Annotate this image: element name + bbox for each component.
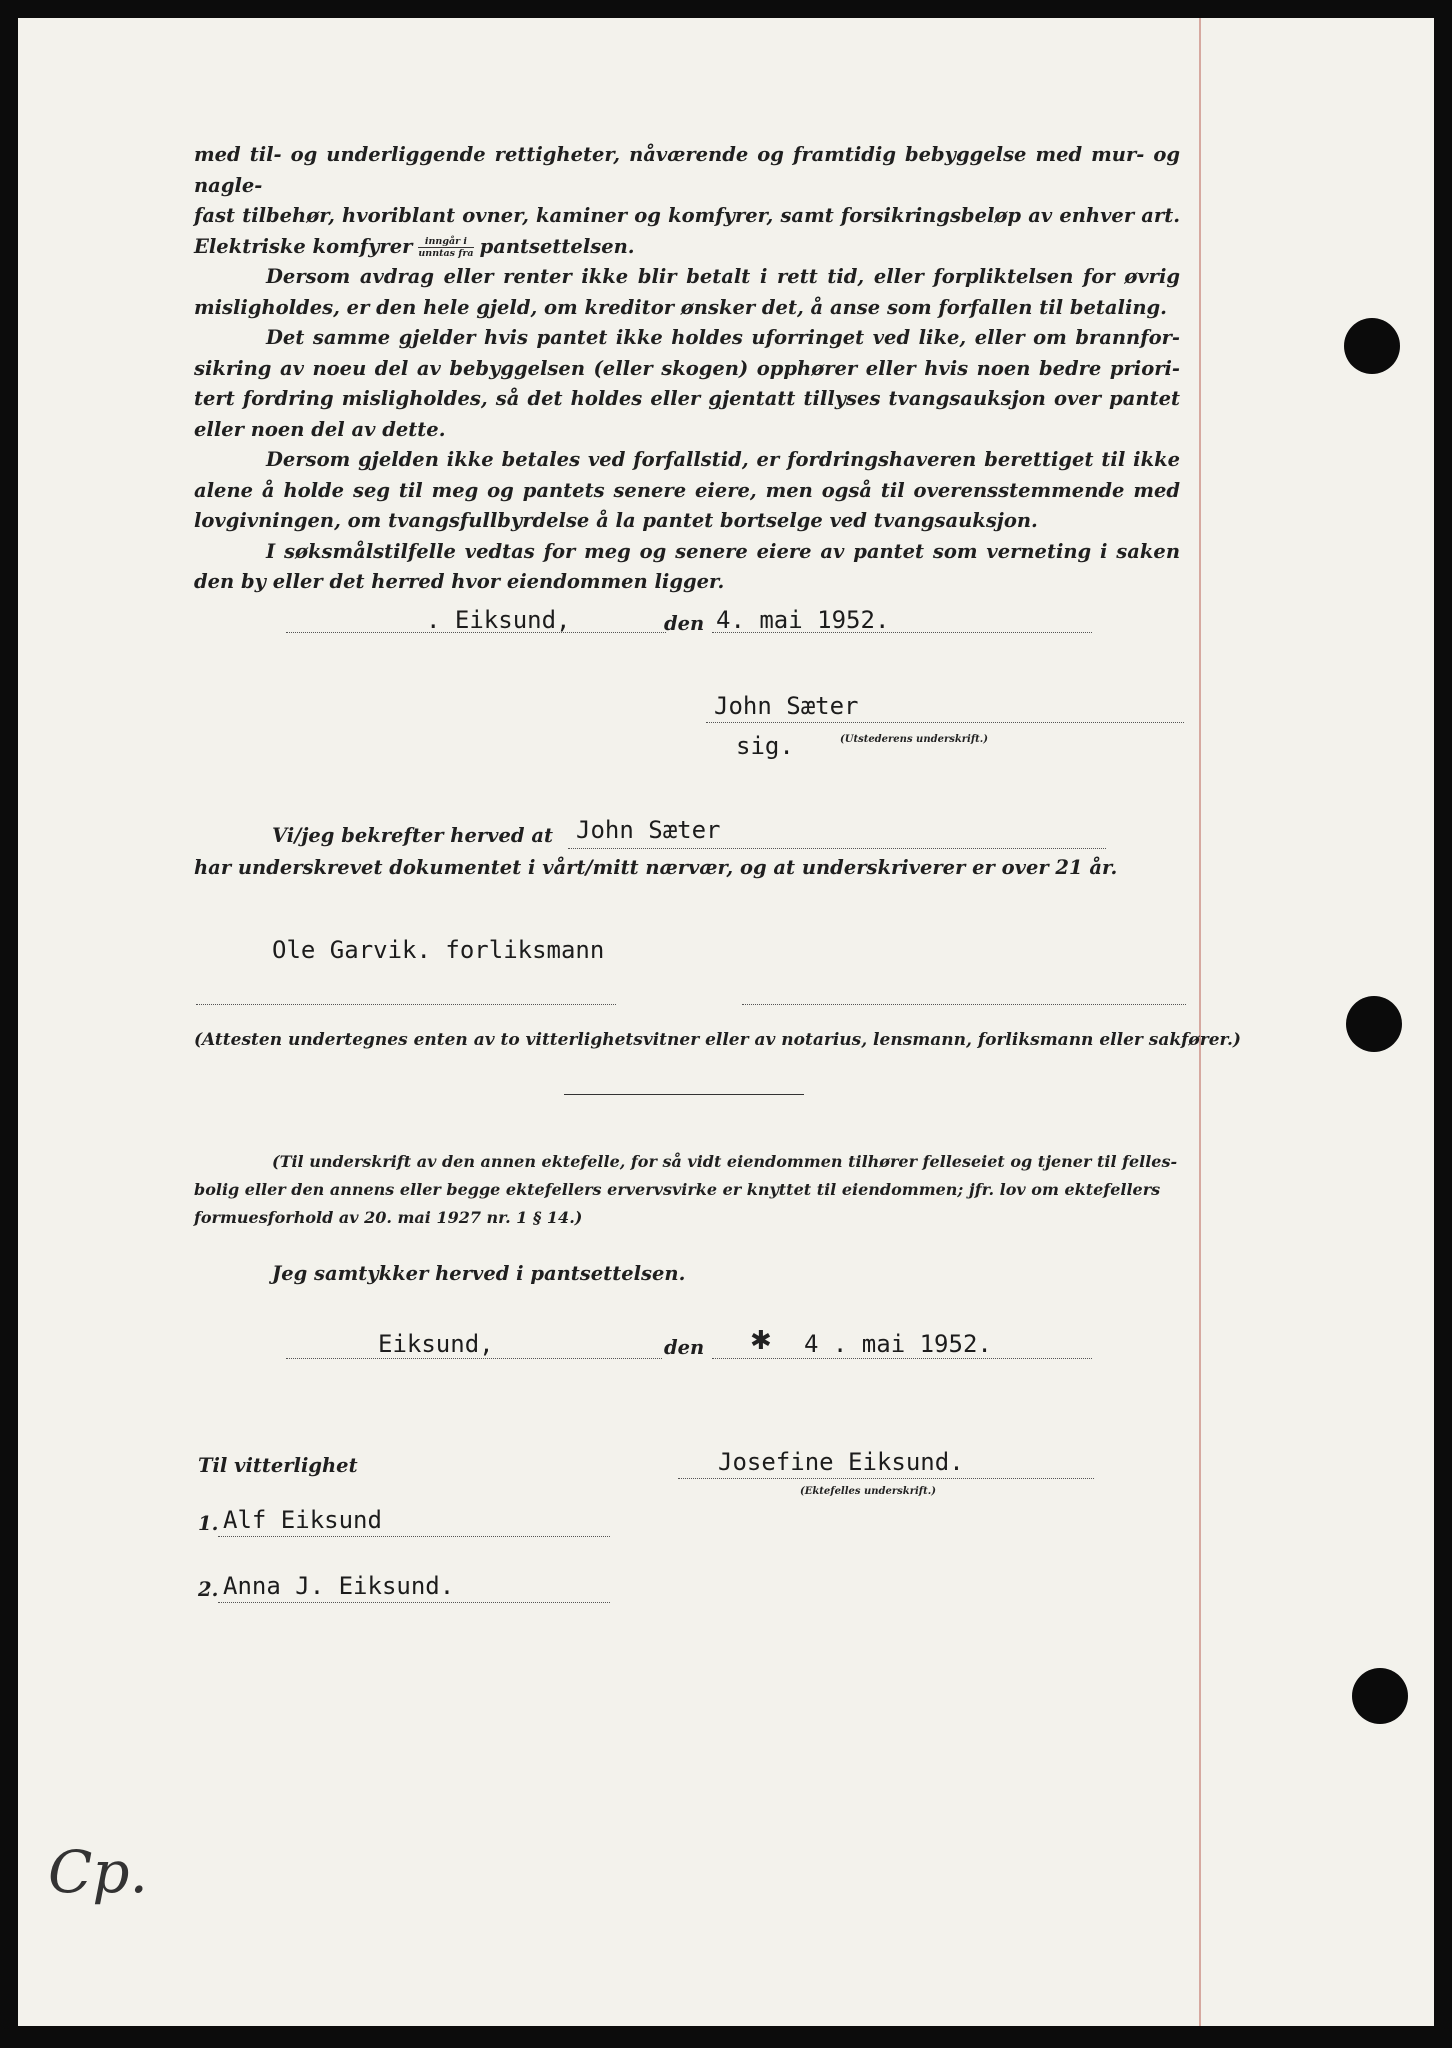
witness-heading: Til vitterlighet bbox=[198, 1454, 358, 1477]
terms-line-2: fast tilbehør, hvoriblant ovner, kaminer og komfyrer, samt forsikringsbeløp av enhver art. bbox=[194, 204, 1180, 227]
default-clause: Dersom avdrag eller renter ikke blir betalt i rett tid, eller forpliktelsen for øvrig misligholdes, er den hele gjeld, om kreditor ønsker det, å anse som forfallen til betaling. bbox=[194, 265, 1180, 319]
consent-statement: Jeg samtykker herved i pantsettelsen. bbox=[272, 1262, 686, 1285]
section-divider bbox=[564, 1094, 804, 1095]
venue-clause: I søksmålstilfelle vedtas for meg og senere eiere av pantet som verneting i saken den by eller det herred hvor eiendommen ligger. bbox=[194, 539, 1180, 593]
punch-hole-middle bbox=[1346, 996, 1402, 1052]
fraction-bottom: unntas fra bbox=[418, 247, 474, 259]
spouse-note-line-2: bolig eller den annens eller begge ektefellers ervervsvirke er knyttet til eiendommen; jfr. lov om ektefellers bbox=[194, 1180, 1161, 1199]
komfyr-label: Elektriske komfyrer bbox=[194, 234, 413, 258]
issuer-den-label: den bbox=[664, 612, 705, 635]
star-icon: ✱ bbox=[750, 1326, 772, 1356]
pantsettelsen-label: pantsettelsen. bbox=[479, 234, 635, 258]
spouse-place: Eiksund, bbox=[378, 1330, 494, 1358]
witness-2-number: 2. bbox=[198, 1578, 219, 1601]
spouse-date: 4 . mai 1952. bbox=[804, 1330, 992, 1358]
attestation-note: (Attesten undertegnes enten av to vitterlighetsvitner eller av notarius, lensmann, forliksmann eller sakfører.) bbox=[194, 1030, 1241, 1050]
enforcement-clause: Dersom gjelden ikke betales ved forfallstid, er fordringshaveren berettiget til ikke alene å holde seg til meg og pantets senere eiere, men også til overensstemmende med lovgivningen, om tvangsfullbyrdelse å la pantet bortselge ved tvangsauksjon. bbox=[194, 448, 1180, 532]
punch-hole-bottom bbox=[1352, 1668, 1408, 1724]
issuer-signer-name: John Sæter bbox=[714, 692, 859, 720]
document-page bbox=[18, 18, 1434, 2026]
issuer-date: 4. mai 1952. bbox=[716, 606, 890, 634]
attestation-label: Vi/jeg bekrefter herved at bbox=[272, 824, 553, 847]
witness-1-name: Alf Eiksund bbox=[223, 1506, 382, 1534]
witness-2-name: Anna J. Eiksund. bbox=[223, 1572, 455, 1600]
spouse-note-line-1: (Til underskrift av den annen ektefelle, for så vidt eiendommen tilhører felleseiet og tjener til felles- bbox=[272, 1152, 1178, 1171]
terms-line-3 bbox=[194, 232, 1180, 263]
punch-hole-top bbox=[1344, 318, 1400, 374]
attesting-witness: Ole Garvik. forliksmann bbox=[272, 936, 605, 964]
spouse-note-line-3: formuesforhold av 20. mai 1927 nr. 1 § 14.) bbox=[194, 1208, 583, 1227]
issuer-sig: sig. bbox=[736, 732, 794, 760]
witness-1-number: 1. bbox=[198, 1512, 219, 1535]
handwritten-margin-mark: Cp. bbox=[48, 1838, 148, 1906]
terms-line-1: med til- og underliggende rettigheter, nåværende og framtidig bebyggelse med mur- og nagle- bbox=[194, 143, 1180, 197]
spouse-signature: Josefine Eiksund. bbox=[718, 1448, 964, 1476]
spouse-signature-caption: (Ektefelles underskrift.) bbox=[800, 1486, 936, 1497]
spouse-den-label: den bbox=[664, 1336, 705, 1359]
terms-text bbox=[194, 140, 1180, 598]
margin-rule bbox=[1199, 18, 1201, 2026]
attestation-statement: har underskrevet dokumentet i vårt/mitt nærvær, og at underskriverer er over 21 år. bbox=[194, 856, 1118, 879]
issuer-place: . Eiksund, bbox=[426, 606, 571, 634]
issuer-signature-caption: (Utstederens underskrift.) bbox=[840, 734, 988, 745]
attested-name: John Sæter bbox=[576, 816, 721, 844]
inclusion-fraction bbox=[418, 236, 473, 259]
fraction-top: inngår i bbox=[418, 236, 473, 248]
maintenance-clause: Det samme gjelder hvis pantet ikke holdes uforringet ved like, eller om brannfor-sikring av noeu del av bebyggelsen (eller skogen) opphører eller hvis noen bedre priori-tert fordring misligholdes, så det holdes eller gjentatt tillyses tvangsauksjon over pantet eller noen del av dette. bbox=[194, 326, 1180, 441]
